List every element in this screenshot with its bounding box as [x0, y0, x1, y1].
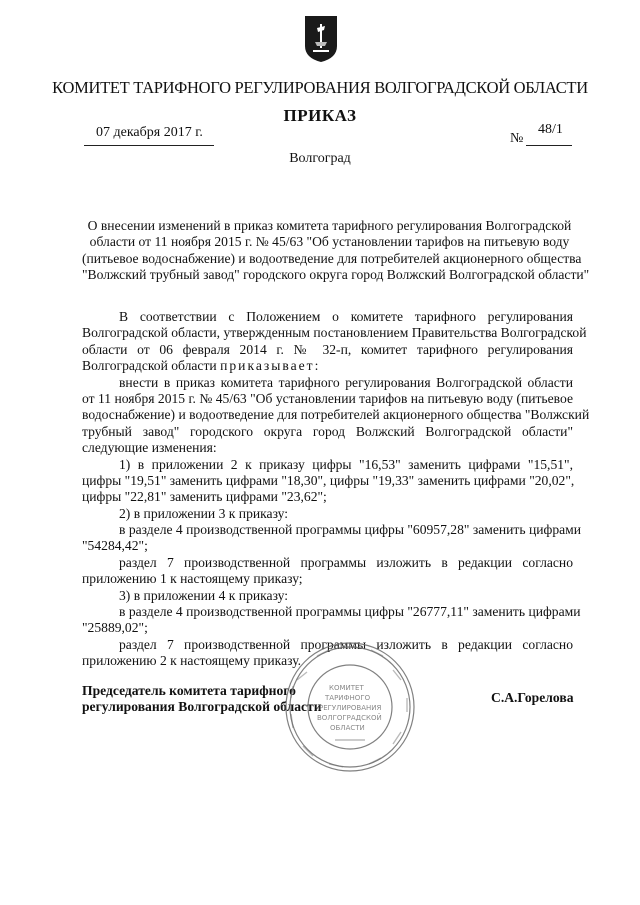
body-line: следующие изменения: — [82, 440, 217, 456]
body-line: раздел 7 производственной программы изложить в редакции согласно — [119, 554, 573, 570]
svg-text:ОБЛАСТИ: ОБЛАСТИ — [330, 724, 365, 732]
body-line: В соответствии с Положением о комитете тарифного регулирования — [119, 309, 573, 324]
official-seal-stamp — [283, 640, 417, 774]
svg-text:ВОЛГОГРАДСКОЙ: ВОЛГОГРАДСКОЙ — [317, 714, 382, 722]
svg-text:ТАРИФНОГО: ТАРИФНОГО — [325, 694, 371, 702]
body-line: раздел 7 производственной программы изложить в редакции согласно — [119, 636, 573, 652]
body-line: в разделе 4 производственной программы цифры "26777,11" заменить цифрами — [119, 604, 581, 620]
order-body — [82, 309, 590, 670]
order-verb: приказывает: — [220, 358, 321, 374]
order-subject — [82, 218, 590, 283]
body-line: в разделе 4 производственной программы цифры "60957,28" заменить цифрами — [119, 522, 582, 538]
number-label: № — [510, 131, 524, 146]
signer-position-line: регулирования Волгоградской области — [82, 699, 322, 714]
body-line: трубный завод" городского округа город Волжский Волгоградской области" — [82, 423, 573, 439]
order-title: ПРИКАЗ — [283, 106, 357, 125]
body-line: от 11 ноября 2015 г. № 45/63 "Об установлении тарифов на питьевую воду (питьевое — [82, 390, 573, 406]
subject-line: области от 11 ноября 2015 г. № 45/63 "Об установлении тарифов на питьевую воду — [89, 234, 570, 250]
body-line: "54284,42"; — [82, 538, 148, 554]
body-line-part: Волгоградской области — [82, 358, 221, 374]
body-line: 1) в приложении 2 к приказу цифры "16,53" заменить цифрами "15,51", — [119, 456, 573, 472]
order-number: 48/1 — [538, 122, 563, 137]
subject-line: "Волжский трубный завод" городского округа город Волжский Волгоградской области" — [82, 266, 590, 282]
body-line: цифры "19,51" заменить цифрами "18,30", цифры "19,33" заменить цифрами "20,02", — [82, 472, 575, 488]
body-line: приложению 2 к настоящему приказу. — [82, 653, 302, 669]
signer-position-line: Председатель комитета тарифного — [82, 683, 296, 698]
committee-title: КОМИТЕТ ТАРИФНОГО РЕГУЛИРОВАНИЯ ВОЛГОГРАДСКОЙ ОБЛАСТИ — [52, 78, 588, 97]
svg-text:РЕГУЛИРОВАНИЯ: РЕГУЛИРОВАНИЯ — [319, 704, 382, 712]
body-line: области от 06 февраля 2014 г. № 32-п, комитет тарифного регулирования — [82, 341, 573, 357]
order-date: 07 декабря 2017 г. — [96, 125, 203, 140]
body-line: внести в приказ комитета тарифного регулирования Волгоградской области — [119, 374, 573, 390]
date-underline — [84, 145, 214, 146]
number-underline — [526, 145, 572, 146]
body-line: 2) в приложении 3 к приказу: — [119, 505, 289, 521]
body-line: "25889,02"; — [82, 620, 148, 636]
body-line — [82, 358, 573, 374]
body-line: водоснабжение) и водоотведение для потребителей акционерного общества "Волжский — [82, 407, 590, 423]
signer-name: С.А.Горелова — [491, 690, 574, 705]
city: Волгоград — [289, 151, 351, 166]
subject-line: О внесении изменений в приказ комитета тарифного регулирования Волгоградской — [87, 218, 572, 233]
body-line: приложению 1 к настоящему приказу; — [82, 571, 303, 587]
body-line: цифры "22,81" заменить цифрами "23,62"; — [82, 489, 327, 505]
svg-text:КОМИТЕТ: КОМИТЕТ — [329, 684, 364, 692]
body-line: 3) в приложении 4 к приказу: — [119, 587, 289, 603]
volgograd-coat-of-arms-icon — [303, 14, 339, 64]
body-line: Волгоградской области, утвержденным постановлением Правительства Волгоградской — [82, 325, 587, 341]
subject-line: (питьевое водоснабжение) и водоотведение для потребителей акционерного общества — [82, 250, 582, 266]
